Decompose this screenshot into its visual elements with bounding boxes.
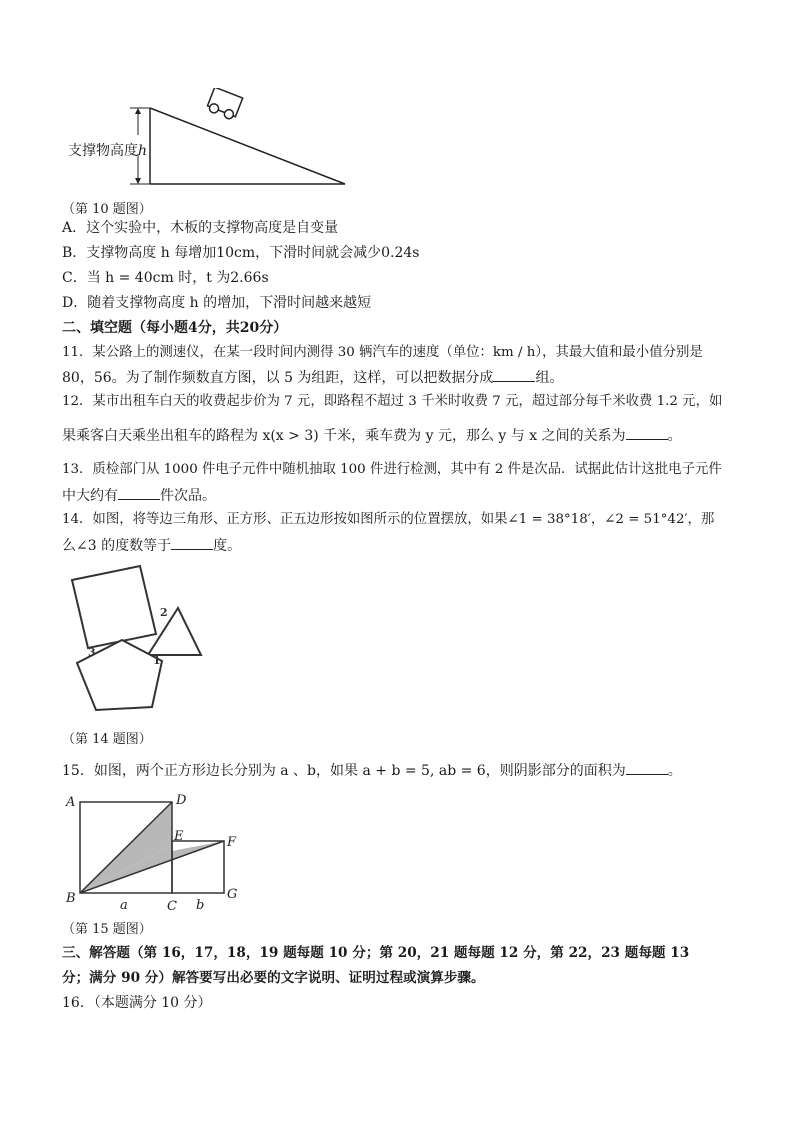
support-height-label: [68, 140, 147, 160]
fig14-caption: （第 14 题图）: [62, 732, 152, 747]
q14-tail: 度。: [213, 538, 242, 554]
angle-2-label: 2: [160, 606, 168, 619]
figure-14: [60, 560, 210, 720]
q13-line1: 13．质检部门从 1000 件电子元件中随机抽取 100 件进行检测，其中有 2 件是次品．试据此估计这批电子元件: [62, 462, 722, 477]
q10-option-b: B．支撑物高度 h 每增加10cm，下滑时间就会减少0.24s: [62, 245, 420, 261]
q12-text: 果乘客白天乘坐出租车的路程为 x(x > 3) 千米，乘车费为 y 元，那么 y 与 x 之间的关系为: [62, 428, 626, 444]
q13-tail: 件次品。: [160, 488, 216, 504]
point-f-label: F: [227, 835, 237, 850]
answer-blank: [493, 367, 535, 382]
q14-line1: 14．如图，将等边三角形、正方形、正五边形按如图所示的位置摆放，如果∠1 = 38°18′，∠2 = 51°42′，那: [62, 512, 715, 527]
q16-heading: 16．（本题满分 10 分）: [62, 995, 212, 1011]
figure-15: [60, 790, 250, 915]
square: [72, 566, 156, 648]
point-c-label: C: [167, 899, 177, 914]
support-label-text: 支撑物高度: [68, 143, 138, 159]
point-d-label: D: [176, 793, 187, 808]
q15-tail: 。: [667, 763, 682, 779]
q14-text: 么∠3 的度数等于: [62, 538, 172, 554]
answer-blank: [626, 425, 668, 440]
q11-line1: 11．某公路上的测速仪，在某一段时间内测得 30 辆汽车的速度（单位：km / h），其最大值和最小值分别是: [62, 345, 703, 360]
q10-option-c: C．当 h = 40cm 时，t 为2.66s: [62, 270, 269, 286]
fig15-caption: （第 15 题图）: [62, 922, 152, 937]
answer-blank: [626, 760, 668, 775]
q13-line2: [62, 485, 216, 506]
arrow-head-up: [135, 108, 141, 114]
q12-line2: [62, 425, 682, 446]
side-a-label: a: [120, 898, 128, 913]
q15-text: 15．如图，两个正方形边长分别为 a 、b，如果 a + b = 5, ab = 6，则阴影部分的面积为: [62, 763, 626, 779]
section3-heading-line1: 三、解答题（第 16，17，18，19 题每题 10 分；第 20，21 题每题 12 分，第 22，23 题每题 13: [62, 945, 690, 961]
cart: [206, 88, 243, 121]
incline-plank: [150, 108, 345, 184]
figure-10: [60, 88, 360, 188]
h-symbol: h: [138, 143, 148, 159]
section3-heading-line2: 分；满分 90 分）解答要写出必要的文字说明、证明过程或演算步骤。: [62, 970, 485, 986]
arrow-head-down: [135, 178, 141, 184]
point-g-label: G: [227, 887, 238, 902]
q11-text: 80，56。为了制作频数直方图，以 5 为组距，这样，可以把数据分成: [62, 370, 494, 386]
q14-line2: [62, 535, 241, 556]
point-b-label: B: [66, 891, 76, 906]
angle-3-label: 3: [88, 646, 96, 659]
q10-option-d: D．随着支撑物高度 h 的增加，下滑时间越来越短: [62, 295, 372, 311]
point-e-label: E: [174, 829, 184, 844]
point-a-label: A: [66, 795, 76, 810]
q11-line2: [62, 367, 563, 388]
side-b-label: b: [196, 898, 205, 913]
q15-line: [62, 760, 682, 781]
answer-blank: [118, 485, 160, 500]
fig10-caption: （第 10 题图）: [62, 202, 152, 217]
q11-tail: 组。: [535, 370, 564, 386]
section2-heading: 二、填空题（每小题4分，共20分）: [62, 320, 288, 336]
q13-text: 中大约有: [62, 488, 118, 504]
q10-option-a: A．这个实验中，木板的支撑物高度是自变量: [62, 220, 339, 236]
q12-line1: 12．某市出租车白天的收费起步价为 7 元，即路程不超过 3 千米时收费 7 元，超过部分每千米收费 1.2 元，如: [62, 394, 723, 409]
angle-1-label: 1: [153, 654, 161, 667]
answer-blank: [171, 535, 213, 550]
q12-tail: 。: [667, 428, 682, 444]
